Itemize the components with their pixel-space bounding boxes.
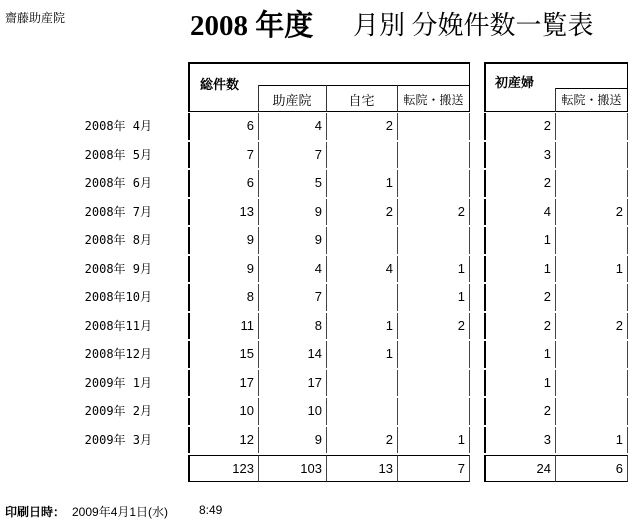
clinic-name: 齋藤助産院 bbox=[5, 11, 66, 25]
cell-total: 13 bbox=[188, 199, 258, 226]
print-datetime-label: 印刷日時： bbox=[5, 505, 66, 519]
month-label: 2008年11月 bbox=[84, 318, 152, 333]
report-title: 月別 分娩件数一覧表 bbox=[353, 11, 594, 40]
total-cell-total: 123 bbox=[188, 455, 258, 482]
cell-total: 6 bbox=[188, 170, 258, 197]
cell-home: 2 bbox=[326, 427, 397, 454]
header-primipara: 初産婦 bbox=[495, 75, 535, 90]
cell-primipara: 2 bbox=[484, 398, 555, 425]
cell-primipara-transfer bbox=[555, 227, 628, 254]
cell-primipara: 2 bbox=[484, 284, 555, 311]
cell-home: 1 bbox=[326, 170, 397, 197]
month-label: 2008年 9月 bbox=[84, 261, 152, 276]
cell-primipara-transfer: 1 bbox=[555, 427, 628, 454]
table-row bbox=[0, 226, 640, 255]
month-label: 2008年 8月 bbox=[84, 233, 152, 247]
table-row bbox=[0, 283, 640, 312]
cell-primipara-transfer bbox=[555, 170, 628, 197]
cell-midwifery-home: 5 bbox=[258, 170, 326, 197]
header-transfer: 転院・搬送 bbox=[403, 93, 464, 107]
header-primipara-transfer: 転院・搬送 bbox=[561, 93, 622, 107]
table-row bbox=[0, 141, 640, 170]
cell-primipara-transfer bbox=[555, 398, 628, 425]
cell-transfer bbox=[397, 113, 470, 140]
month-label: 2008年12月 bbox=[84, 347, 152, 361]
cell-transfer: 1 bbox=[397, 284, 470, 311]
cell-primipara: 4 bbox=[484, 199, 555, 226]
month-label: 2008年 7月 bbox=[84, 204, 152, 219]
header-midwifery-home: 助産院 bbox=[272, 93, 312, 108]
cell-total: 17 bbox=[188, 370, 258, 397]
cell-transfer: 2 bbox=[397, 313, 470, 340]
print-time: 8:49 bbox=[199, 503, 223, 517]
cell-total: 7 bbox=[188, 142, 258, 169]
table-row bbox=[0, 426, 640, 455]
cell-home bbox=[326, 284, 397, 311]
cell-primipara: 1 bbox=[484, 370, 555, 397]
cell-home bbox=[326, 370, 397, 397]
table-row bbox=[0, 112, 640, 141]
cell-midwifery-home: 9 bbox=[258, 199, 326, 226]
total-cell-primipara: 24 bbox=[484, 455, 555, 482]
print-date: 2009年4月1日(水) bbox=[72, 505, 169, 519]
cell-primipara-transfer bbox=[555, 341, 628, 368]
cell-primipara: 1 bbox=[484, 341, 555, 368]
cell-total: 9 bbox=[188, 227, 258, 254]
table-row bbox=[0, 397, 640, 426]
cell-home bbox=[326, 227, 397, 254]
cell-primipara-transfer: 1 bbox=[555, 256, 628, 283]
cell-midwifery-home: 9 bbox=[258, 427, 326, 454]
cell-primipara: 1 bbox=[484, 227, 555, 254]
month-label: 2008年 5月 bbox=[84, 147, 152, 162]
cell-home: 1 bbox=[326, 341, 397, 368]
cell-total: 8 bbox=[188, 284, 258, 311]
cell-primipara: 3 bbox=[484, 427, 555, 454]
month-label: 2008年 4月 bbox=[84, 119, 152, 133]
cell-primipara-transfer bbox=[555, 284, 628, 311]
cell-total: 10 bbox=[188, 398, 258, 425]
cell-home bbox=[326, 398, 397, 425]
cell-home bbox=[326, 142, 397, 169]
report-fiscal-year: 2008 年度 bbox=[190, 10, 314, 42]
cell-primipara: 2 bbox=[484, 113, 555, 140]
cell-primipara-transfer bbox=[555, 370, 628, 397]
cell-transfer: 1 bbox=[397, 256, 470, 283]
table-row bbox=[0, 169, 640, 198]
cell-primipara-transfer bbox=[555, 113, 628, 140]
totals-row bbox=[0, 455, 640, 482]
cell-total: 11 bbox=[188, 313, 258, 340]
cell-primipara: 3 bbox=[484, 142, 555, 169]
month-label: 2009年 1月 bbox=[84, 375, 152, 390]
cell-home: 2 bbox=[326, 199, 397, 226]
cell-primipara-transfer bbox=[555, 142, 628, 169]
month-label: 2008年10月 bbox=[84, 290, 152, 304]
table-row bbox=[0, 312, 640, 341]
cell-primipara: 2 bbox=[484, 313, 555, 340]
cell-primipara-transfer: 2 bbox=[555, 199, 628, 226]
cell-total: 12 bbox=[188, 427, 258, 454]
cell-total: 9 bbox=[188, 256, 258, 283]
cell-midwifery-home: 4 bbox=[258, 256, 326, 283]
cell-primipara: 1 bbox=[484, 256, 555, 283]
total-cell-midwifery-home: 103 bbox=[258, 455, 326, 482]
cell-midwifery-home: 8 bbox=[258, 313, 326, 340]
month-label: 2008年 6月 bbox=[84, 176, 152, 190]
cell-midwifery-home: 4 bbox=[258, 113, 326, 140]
cell-midwifery-home: 14 bbox=[258, 341, 326, 368]
total-cell-primipara-transfer: 6 bbox=[555, 455, 628, 482]
cell-transfer bbox=[397, 370, 470, 397]
cell-midwifery-home: 9 bbox=[258, 227, 326, 254]
month-label: 2009年 3月 bbox=[84, 432, 152, 447]
month-label: 2009年 2月 bbox=[84, 404, 152, 418]
cell-total: 6 bbox=[188, 113, 258, 140]
cell-primipara-transfer: 2 bbox=[555, 313, 628, 340]
table-row bbox=[0, 340, 640, 369]
cell-transfer bbox=[397, 170, 470, 197]
cell-midwifery-home: 17 bbox=[258, 370, 326, 397]
total-cell-home: 13 bbox=[326, 455, 397, 482]
cell-total: 15 bbox=[188, 341, 258, 368]
cell-home: 1 bbox=[326, 313, 397, 340]
cell-transfer: 2 bbox=[397, 199, 470, 226]
header-home: 自宅 bbox=[348, 93, 375, 108]
cell-midwifery-home: 7 bbox=[258, 142, 326, 169]
cell-home: 2 bbox=[326, 113, 397, 140]
header-total: 総件数 bbox=[200, 77, 240, 92]
table-row bbox=[0, 198, 640, 227]
header-group-divider bbox=[258, 85, 470, 86]
cell-transfer bbox=[397, 398, 470, 425]
total-cell-transfer: 7 bbox=[397, 455, 470, 482]
cell-home: 4 bbox=[326, 256, 397, 283]
cell-primipara: 2 bbox=[484, 170, 555, 197]
cell-transfer bbox=[397, 227, 470, 254]
header-group-divider bbox=[555, 88, 628, 89]
table-row bbox=[0, 369, 640, 398]
cell-transfer bbox=[397, 142, 470, 169]
cell-transfer bbox=[397, 341, 470, 368]
table-row bbox=[0, 255, 640, 284]
cell-midwifery-home: 7 bbox=[258, 284, 326, 311]
cell-midwifery-home: 10 bbox=[258, 398, 326, 425]
cell-transfer: 1 bbox=[397, 427, 470, 454]
